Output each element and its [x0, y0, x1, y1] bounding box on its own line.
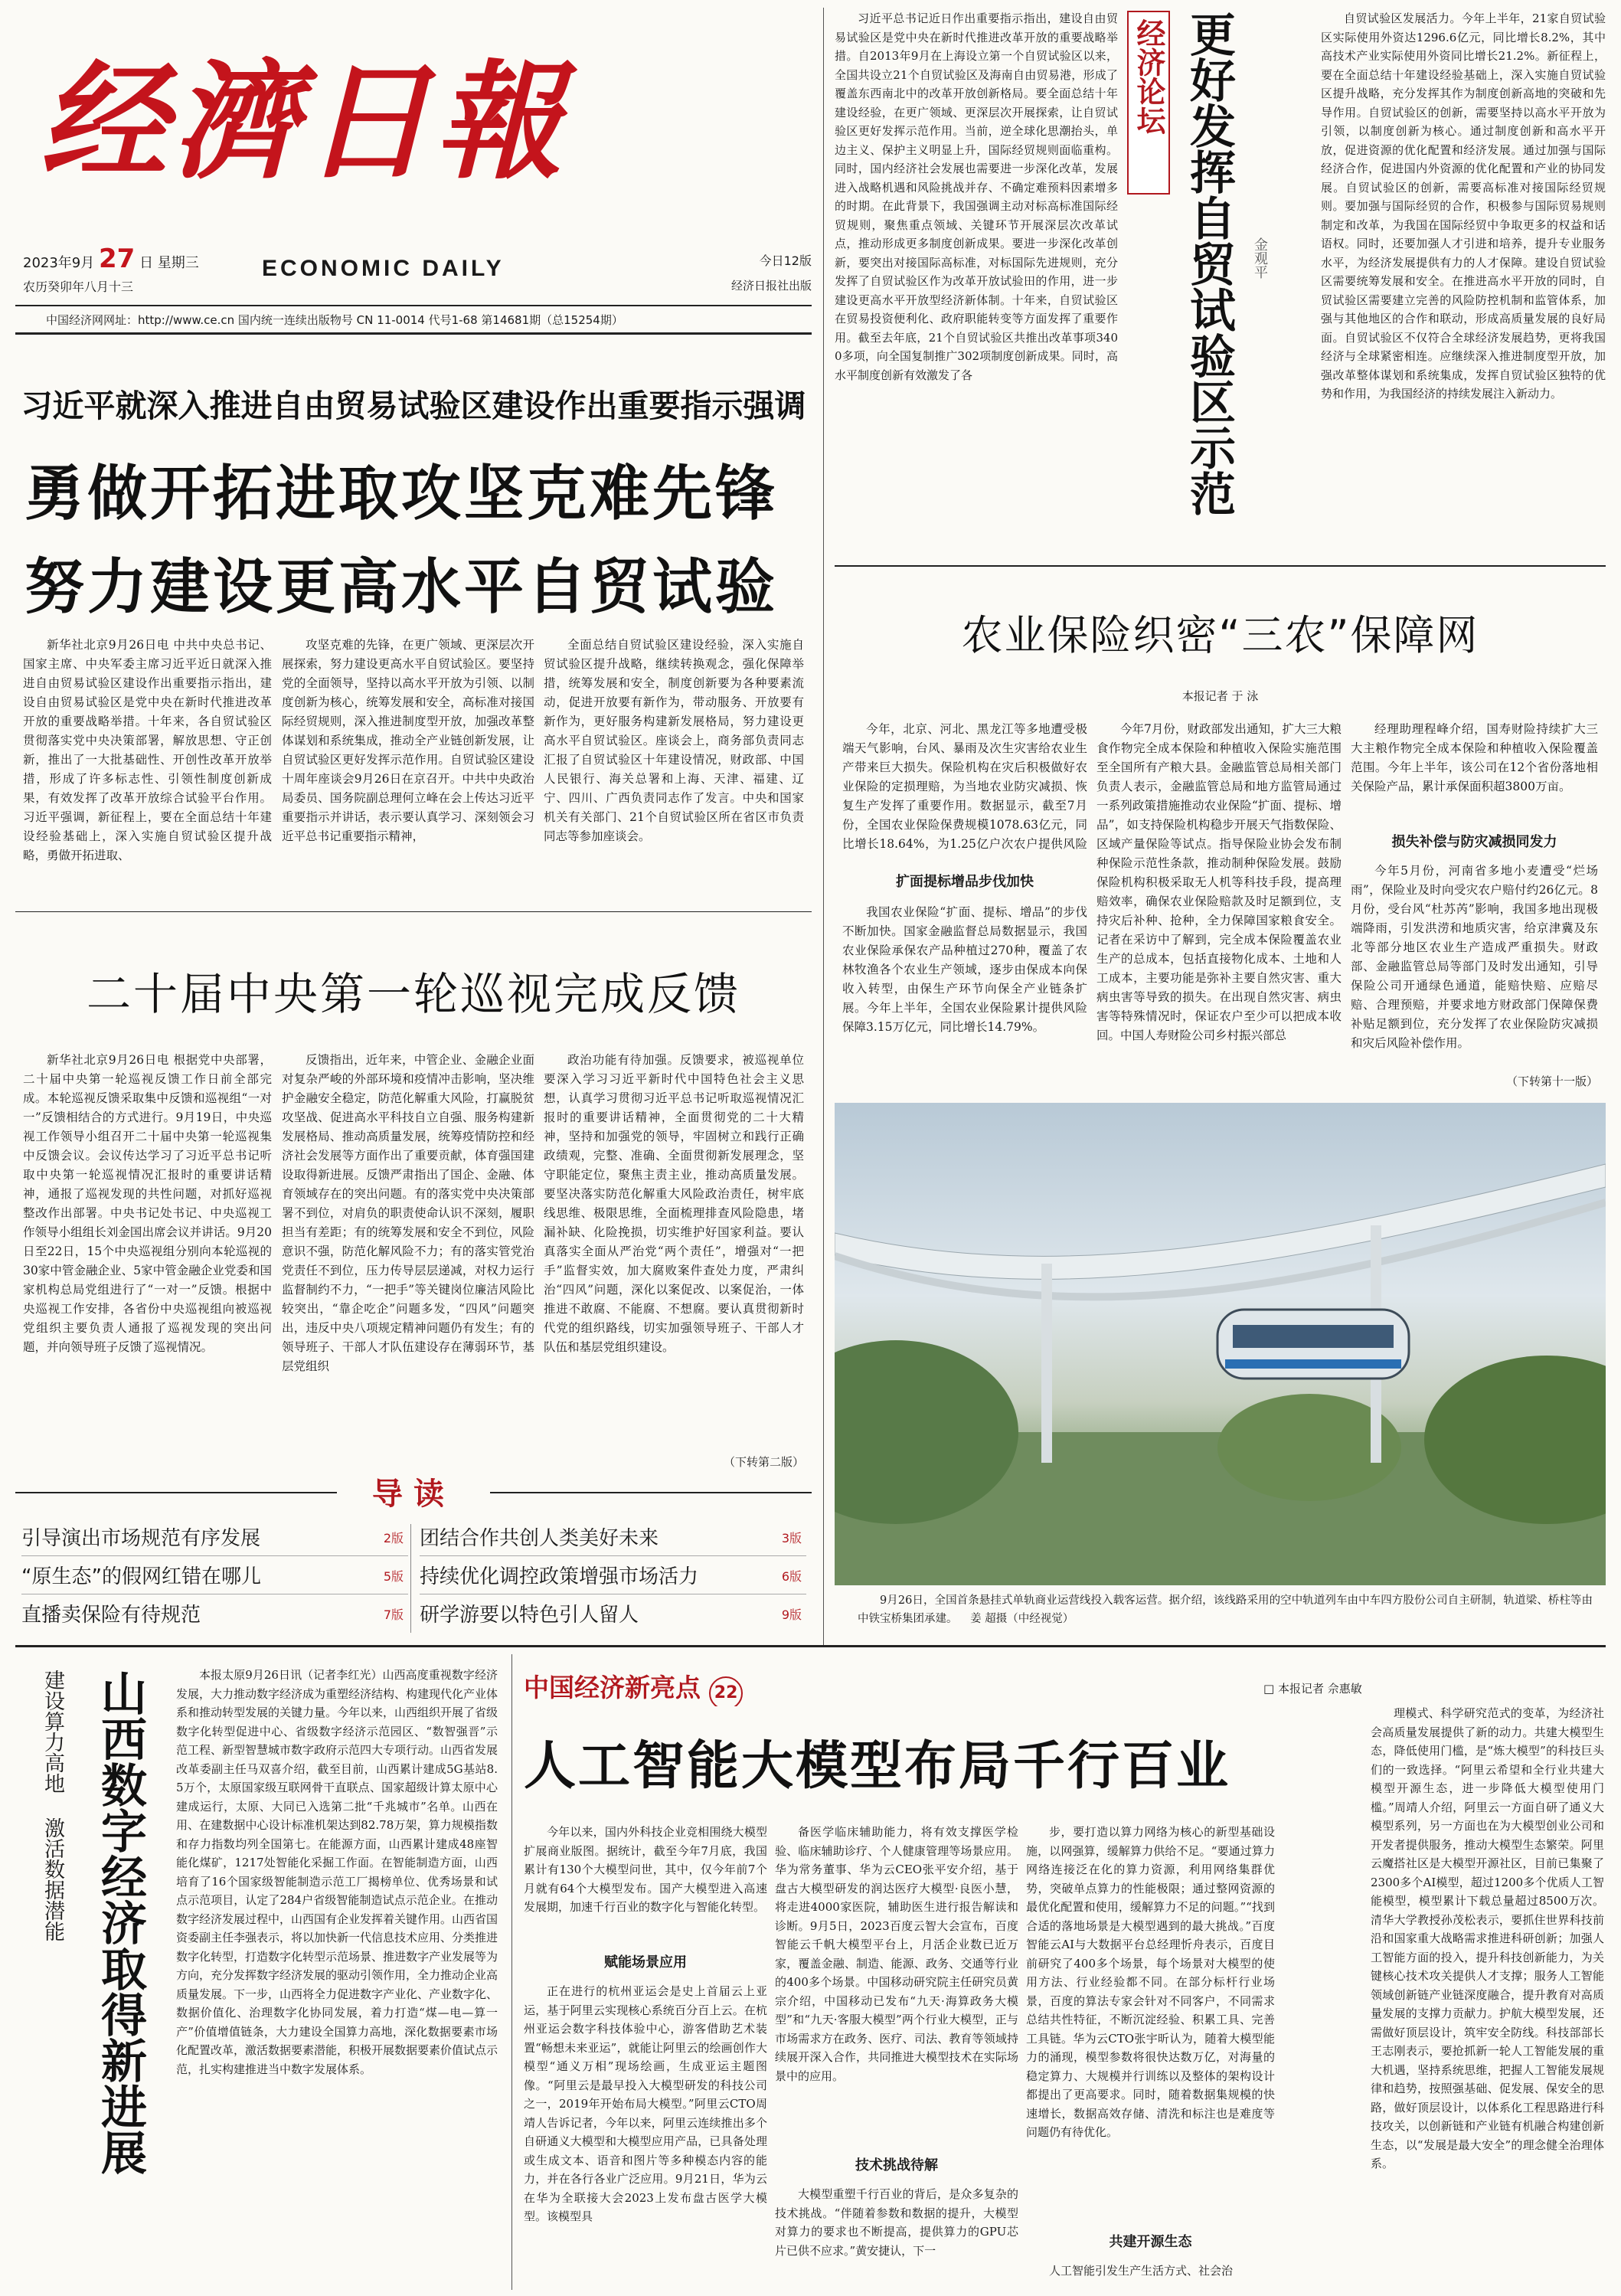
inspection-col-1: 新华社北京9月26日电 根据党中央部署，二十届中央第一轮巡视反馈工作日前全部完成。本轮巡视反馈采取集中反馈和巡视组“一对一”反馈相结合的方式进行。9月19日，中央巡视工作领导小组召开二十届中央第一轮巡视集中反馈会议。会议传达学习了习近平总书记听取中央第一轮巡视情况汇报时的重要讲话精神，通报了巡视发现的共性问题，对抓好巡视整改作出部署。中央书记处书记、中央巡视工作领导小组组长刘金国出席会议并讲话。9月20日至22日，15个中央巡视组分别向本轮巡视的30家中管金融企业、5家中管金融企业党委和国家机构总局党组进行了“一对一”反馈。根据中央巡视工作安排，各省份中央巡视组向被巡视党组织主要负责人通报了巡视发现的突出问题，并向领导班子反馈了巡视情况。 [23, 1053, 272, 1354]
lead-col-2: 攻坚克难的先锋，在更广领域、更深层次开展探索，努力建设更高水平自贸试验区。要坚持党的全面领导，坚持以高水平开放为引领、以制度创新为核心，统筹发展和安全，高标准对接国际经贸规则，深入推进制度型开放，加强改革整体谋划和系统集成，推动全产业链创新发展，让自贸试验区更好发挥示范作用。自贸试验区建设十周年座谈会9月26日在京召开。中共中央政治局委员、国务院副总理何立峰在会上传达习近平重要指示并讲话，表示要认真学习、深刻领会习近平总书记重要指示精神， [282, 638, 534, 843]
inspection-title: 二十届中央第一轮巡视完成反馈 [86, 968, 740, 1020]
shanxi-kicker: 建设算力高地 激活数据潜能 [41, 1670, 64, 1941]
insurance-subhead-2: 损失补偿与防灾减损同发力 [1391, 834, 1557, 850]
insurance-col-2: 今年7月份，财政部发出通知，扩大三大粮食作物完全成本保险和种植收入保险实施范围至全国所有产粮大县。金融监管总局相关部门负责人表示，金融监管总局和地方监管局通过一系列政策措施推动农业保险“扩面、提标、增品”，如支持保险机构稳步开展天气指数保险、区域产量保险等试点。指导保险业协会发布制种保险示范性条款，推动制种保险发展。鼓励保险机构积极采取无人机等科技手段，提高理赔效率，确保农业保险赔款及时足额到位，支持灾后补种、抢种，全力保障国家粮食安全。记者在采访中了解到，完全成本保险覆盖农业生产的总成本，包括直接物化成本、土地和人工成本，主要功能是弥补主要自然灾害、重大病虫害等导致的损失。在出现自然灾害、病虫害等特殊情况时，保证农户至少可以把成本收回。中国人寿财险公司乡村振兴部总 [1096, 722, 1342, 1042]
photo-caption: 9月26日，全国首条悬挂式单轨商业运营线投入载客运营。据介绍，该线路采用的空中轨道列车由中车四方股份公司自主研制，轨道梁、桥柱等由中铁宝桥集团承建。 姜 超摄（中经视觉） [858, 1594, 1593, 1625]
series-number-badge: 22 [709, 1676, 743, 1707]
insurance-byline: 本报记者 于 泳 [1181, 689, 1259, 703]
shanxi-body: 本报太原9月26日讯（记者李红光）山西高度重视数字经济发展，大力推动数字经济成为重塑经济结构、构建现代化产业体系和推动转型发展的关键力量。今年以来，山西组织开展了省级数字化转型促进中心、省级数字经济示范园区、“数智强晋”示范工程、新型智慧城市数字政府示范四大专项行动。山西省发展改革委副主任马双喜介绍，截至目前，山西累计建成5G基站8.5万个，太原国家级互联网骨干直联点、国家超级计算太原中心建成运行，太原、大同已入选第二批“千兆城市”名单。山西在用、在建数据中心设计标准机架达到82.78万架，算力规模指数和存力指数均列全国第七。在能源方面，山西累计建成48座智能化煤矿，1217处智能化采掘工作面。在智能制造方面，山西培育了16个国家级智能制造示范工厂揭榜单位、优秀场景和试点示范项目，认定了284户省级智能制造试点示范企业。在推动数字经济发展过程中，山西国有企业发挥着关键作用。山西省国资委副主任李强表示，将以加快新一代信息技术应用、分类推进数字化转型，打造数字化转型示范场景、推进数字产业发展等为方向，充分发挥数字经济发展的驱动引领作用，全力推动企业高质量发展。下一步，山西将全力促进数字产业化、产业数字化、数据价值化、治理数字化协同发展，着力打造“煤—电—算一产”价值增值链条，大力建设全国算力高地，深化数据要素市场化配置改革，激活数据要素潜能，积极开展数据要素价值试点示范，扎实构建推进当中数字发展体系。 [176, 1668, 498, 2076]
guide-item[interactable]: “原生态”的假网红错在哪儿 5版 [21, 1559, 408, 1594]
insurance-continued: （下转第十一版） [1505, 1074, 1598, 1088]
lead-title-line1: 勇做开拓进取攻坚克难先锋 [25, 460, 779, 528]
issue-date: 2023年9月 27 日 星期三 [23, 244, 199, 274]
track-beam [835, 1164, 1606, 1279]
guide-page: 6版 [781, 1569, 802, 1584]
column-col-2: 自贸试验区发展活力。今年上半年，21家自贸试验区实际使用外资达1296.6亿元，同比增长8.2%，其中高技术产业实际使用外资同比增长21.2%。新征程上，要在全面总结十年建设经验基础上，深入实施自贸试验区提升战略，充分发挥其作为制度创新高地的突破和先导作用。自贸试验区的创新，需要坚持以高水平开放为引领，以制度创新为核心。通过制度创新和高水平开放，促进资源的优化配置和经济发展。通过加强与国际经济合作，促进国内外资源的优化配置和产业的协同发展。自贸试验区的创新，需要高标准对接国际经贸规则。要加强与国际经贸的合作，积极参与国际贸易规则制定和改革，为我国在国际经贸中争取更多的权益和话语权。同时，还要加强人才引进和培养，提升专业服务水平，为经济发展提供有力的人才保障。建设自贸试验区需要统筹发展和安全。在推进高水平开放的同时，自贸试验区需要建立完善的风险防控机制和监管体系，加强与其他地区的合作和联动，形成高质量发展的良好局面。自贸试验区不仅符合全球经济发展趋势，更将我国经济与全球紧密相连。应继续深入推进制度型开放，加强改革整体谋划和系统集成，发挥自贸试验区独特的优势和作用，为我国经济的持续发展注入新动力。 [1321, 11, 1606, 401]
page-count: 今日12版 [759, 253, 812, 268]
newspaper-logo: 经濟日報 [40, 47, 567, 197]
column-bottom-rule [835, 565, 1606, 567]
ai-byline: □ 本报记者 佘惠敏 [1263, 1682, 1362, 1696]
guide-grid [15, 1521, 812, 1636]
inspection-col-3: 政治功能有待加强。反馈要求，被巡视单位要深入学习习近平新时代中国特色社会主义思想，认真学习贯彻习近平总书记听取巡视情况汇报时的重要讲话精神，全面贯彻党的二十大精神，坚持和加强党的领导，牢固树立和践行正确政绩观，完整、准确、全面贯彻新发展理念，坚守职能定位，聚焦主责主业，推动高质量发展。要坚决落实防范化解重大风险政治责任，树牢底线思维、极限思维，全面梳理排查风险隐患，堵漏补缺、化险挽损，切实维护好国家利益。要认真落实全面从严治党“两个责任”，增强对“一把手”监督实效，加大腐败案件查处力度，严肃纠治“四风”问题，深化以案促改、以案促治，一体推进不敢腐、不能腐、不想腐。要认真贯彻新时代党的组织路线，切实加强领导班子、干部人才队伍和基层党组织建设。 [544, 1053, 804, 1354]
insurance-title: 农业保险织密“三农”保障网 [961, 611, 1479, 659]
guide-top-rule-left [15, 1492, 337, 1493]
lead-title-line2: 努力建设更高水平自贸试验 [25, 553, 779, 622]
photo-credit: 姜 超摄（中经视觉） [970, 1613, 1074, 1625]
lunar-date: 农历癸卯年八月十三 [23, 280, 134, 294]
pillar [1041, 1264, 1052, 1463]
info-rule [15, 332, 812, 335]
inspection-continued: （下转第二版） [723, 1455, 804, 1469]
masthead [0, 0, 819, 314]
guide-page: 9版 [781, 1608, 802, 1622]
ai-col-2: 备医学临床辅助能力，将有效支撑医学检验、临床辅助诊疗、个人健康管理等场景应用。华为常务董事、华为云CEO张平安介绍，基于盘古大模型研发的润达医疗大模型·良医小慧，将走进4000家医院，辅助医生进行报告解读和诊断。9月5日，2023百度云智大会宣布，百度智能云千帆大模型平台上，月活企业数已近万家，覆盖金融、制造、能源、政务、交通等行业的400多个场景。中国移动研究院主任研究员黄宗介绍，中国移动已发布“九天·海算政务大模型”和“九天·客服大模型”两个行业大模型，正与市场需求方在政务、医疗、司法、教育等领域持续展开深入合作，共同推进大模型技术在实际场景中的应用。 技术挑战待解 大模型重塑千行百业的背后，是众多复杂的技术挑战。“伴随着参数和数据的提升，大模型对算力的要求也不断提高，提供算力的GPU芯片已供不应求。”黄安捷认，下一 [775, 1825, 1018, 2258]
lead-kicker: 习近平就深入推进自由贸易试验区建设作出重要指示强调 [21, 388, 806, 424]
guide-item[interactable]: 直播卖保险有待规范 7版 [21, 1598, 408, 1633]
ai-subhead-2: 技术挑战待解 [855, 2157, 938, 2173]
ai-col-3: 步，要打造以算力网络为核心的新型基础设施，以网强算，缓解算力供给不足。“要通过算力网络连接泛在化的算力资源，利用网络集群优势，突破单点算力的性能极限；通过整网资源的最优化配置和使用，缓解算力不足的问题。”“找到合适的落地场景是大模型遇到的最大挑战。”百度智能云AI与大数据平台总经理忻舟表示，百度目前研究了400多个场景，每个场景对大模型的使用方法、行业经验都不同。在部分标杆行业场景，百度的算法专家会针对不同客户，不同需求总结共性特征，不断沉淀经验、积累工具、完善工具链。华为云CTO张宇昕认为，随着大模型能力的涌现，模型参数将很快达数万亿，对海量的稳定算力、大规模并行训练以及整体的架构设计都提出了更高要求。同时，随着数据集规模的快速增长，数据高效存储、清洗和标注也是难度等问题仍有待优化。 共建开源生态 人工智能引发生产生活方式、社会治 [1026, 1825, 1275, 2278]
ai-col-1: 今年以来，国内外科技企业竞相围绕大模型扩展商业版图。据统计，截至今年7月底，我国累计有130个大模型问世，其中，仅今年前7个月就有64个大模型发布。国产大模型进入高速发展期，加速千行百业的数字化与智能化转型。 赋能场景应用 正在进行的杭州亚运会是史上首届云上亚运，基于阿里云实现核心系统百分百上云。在杭州亚运会数字科技体验中心，游客借助艺术装置“畅想未来亚运”，就能让阿里云的绘画创作大模型“通义万相”现场绘画，生成亚运主题图像。“阿里云是最早投入大模型研发的科技公司之一，2019年开始布局大模型。”阿里云CTO周靖人告诉记者，今年以来，阿里云连续推出多个自研通义大模型和大模型应用产品，已具备处理或生成文本、语音和图片等多种模态内容的能力，并在各行各业广泛应用。9月21日，华为云在华为全联接大会2023上发布盘古医学大模型。该模型具 [524, 1825, 767, 2223]
insurance-col-1: 今年，北京、河北、黑龙江等多地遭受极端天气影响，台风、暴雨及次生灾害给农业生产带来巨大损失。保险机构在灾后积极做好农业保险的定损理赔，为当地农业防灾减损、恢复生产发挥了重要作用。数据显示，截至7月份，全国农业保险保费规模1078.63亿元，同比增长18.64%，为1.25亿户次农户提供风险 扩面提标增品步伐加快 我国农业保险“扩面、提标、增品”的步伐不断加快。国家金融监督总局数据显示，我国农业保险承保农产品种植过270种，覆盖了农林牧渔各个农业生产领域，逐步由保成本向保收入转型，由保生产环节向保全产业链条扩展。今年上半年，全国农业保险累计提供风险保障3.15万亿元，同比增长14.79%。 [842, 722, 1087, 1034]
ai-subhead-3: 共建开源生态 [1109, 2234, 1192, 2250]
lead-bottom-rule [15, 911, 812, 912]
ai-title: 人工智能大模型布局千行百业 [524, 1736, 1231, 1797]
guide-item[interactable]: 持续优化调控政策增强市场活力 6版 [420, 1559, 806, 1594]
masthead-rule [15, 305, 812, 306]
lead-col-3: 全面总结自贸试验区建设经验，深入实施自贸试验区提升战略，继续转换观念，强化保障举措，统筹发展和安全，制度创新要为各种要素流动，促进开放要有新作为，带动服务、开放要有新作为，更好服务构建新发展格局，努力建设更高水平自贸试验区。座谈会上，商务部负责同志汇报了自贸试验区十年建设情况，财政部、中国人民银行、海关总署和上海、天津、福建、辽宁、四川、广西负责同志作了发言。中央和国家机关有关部门、21个自贸试验区所在省区市负责同志等参加座谈会。 [544, 638, 804, 843]
guide-page: 7版 [383, 1608, 404, 1622]
english-name: ECONOMIC DAILY [262, 256, 505, 281]
column-author: 金观平 [1252, 237, 1268, 279]
guide-page: 5版 [383, 1569, 404, 1584]
issue-day: 27 [99, 244, 136, 274]
train-stripe [1225, 1359, 1401, 1369]
bottom-divider [511, 1654, 512, 2290]
guide-page: 2版 [383, 1531, 404, 1545]
monorail-illustration [835, 1103, 1606, 1585]
insurance-subhead-1: 扩面提标增品步伐加快 [896, 874, 1034, 890]
shanxi-title: 山西数字经济取得新进展 [93, 1670, 147, 2175]
ai-subhead-1: 赋能场景应用 [604, 1954, 687, 1971]
monorail-photo [835, 1103, 1606, 1585]
column-badge: 经济论坛 [1127, 11, 1170, 195]
ai-series-badge: 中国经济新亮点 22 [524, 1670, 845, 1706]
column-col-1: 习近平总书记近日作出重要指示指出，建设自由贸易试验区是党中央在新时代推进改革开放的重要战略举措。自2013年9月在上海设立第一个自贸试验区以来，全国共设立21个自贸试验区及海南自由贸易港，形成了覆盖东西南北中的改革开放创新格局。要全面总结十年建设经验，在更广领域、更深层次开展探索，让自贸试验区更好发挥示范作用。当前，逆全球化思潮抬头，单边主义、保护主义明显上升，国际经贸规则面临重构。同时，国内经济社会发展也需要进一步深化改革，发展进入战略机遇和风险挑战并存、不确定难预料因素增多的时期。在此背景下，我国强调主动对标高标准国际经贸规则，聚焦重点领域、关键环节开展深层次改革试点，推动形成更多制度创新成果。要进一步深化改革创新，要突出对接国际高标准，对标国际先进规则，充分发挥了自贸试验区作为改革开放试验田的作用，进一步建设更高水平开放型经济新体制。十年来，自贸试验区在贸易投资便利化、政府职能转变等方面发挥了重要作用。截至去年底，21个自贸试验区共推出改革事项3400多项，向全国复制推广302项制度创新成果。同时，高水平制度创新有效激发了各 [835, 11, 1118, 382]
ai-col-4: 理模式、科学研究范式的变革，为经济社会高质量发展提供了新的动力。共建大模型生态，降低使用门槛，是“炼大模型”的科技巨头们的一致选择。“阿里云希望和全行业共建大模型开源生态，进一步降低大模型使用门槛。”周靖人介绍，阿里云一方面自研了通义大模型系列，另一方面也在为大模型创业公司和开发者提供服务，推动大模型生态繁荣。阿里云魔搭社区是大模型开源社区，目前已集聚了2300多个AI模型，超过1200多个优质人工智能模型，模型累计下载总量超过8500万次。清华大学教授孙茂松表示，要抓住世界科技前沿和国家重大战略需求推进科研创新；加强人工智能方面的投入，提升科技创新能力，为关键核心技术攻关提供人才支撑；服务人工智能领域创新链产业链深度融合，提升教育对高质量发展的支撑力贡献力。护航大模型发展，还需做好顶层设计，筑牢安全防线。科技部部长王志刚表示，要抢抓新一轮人工智能发展的重大机遇，坚持系统思维，把握人工智能发展规律和趋势，按照强基础、促发展、保安全的思路，做好顶层设计，以体系化工程思路进行科技攻关，以创新链和产业链有机融合构建创新生态，以“发展是最大安全”的理念健全治理体系。 [1371, 1706, 1604, 2170]
lead-col-1: 新华社北京9月26日电 中共中央总书记、国家主席、中央军委主席习近平近日就深入推进自由贸易试验区建设作出重要指示指出，建设自由贸易试验区是党中央在新时代推进改革开放的重要战略举措。十年来，各自贸试验区贯彻落实党中央决策部署，解放思想、守正创新，推出了一大批基础性、开创性改革开放举措，形成了许多标志性、引领性制度创新成果，有效发挥了改革开放综合试验平台作用。习近平强调，新征程上，要在全面总结十年建设经验基础上，深入实施自贸试验区提升战略，勇做开拓进取、 [23, 638, 272, 862]
inspection-col-2: 反馈指出，近年来，中管企业、金融企业面对复杂严峻的外部环境和疫情冲击影响，坚决维护金融安全稳定，防范化解重大风险，打赢脱贫攻坚战、促进高水平科技自立自强、服务构建新发展格局、推动高质量发展，统筹疫情防控和经济社会发展等方面作出了重要贡献，体育强国建设取得新进展。反馈严肃指出了国企、金融、体育领域存在的突出问题。有的落实党中央决策部署不到位，对肩负的职责使命认识不深刻，履职担当有差距；有的统筹发展和安全不到位，风险意识不强，防范化解风险不力；有的落实管党治党责任不到位，压力传导层层递减，对权力运行监督制约不力，“一把手”等关键岗位廉洁风险比较突出，“靠企吃企”问题多发，“四风”问题突出，违反中央八项规定精神问题仍有发生；有的领导班子、干部人才队伍建设存在薄弱环节，基层党组织 [282, 1053, 534, 1373]
guide-item[interactable]: 引导演出市场规范有序发展 2版 [21, 1521, 408, 1556]
page-divider-top [823, 8, 824, 1647]
guide-page: 3版 [781, 1531, 802, 1545]
guide-item[interactable]: 团结合作共创人类美好未来 3版 [420, 1521, 806, 1556]
publisher: 经济日报社出版 [730, 279, 812, 293]
insurance-col-3: 经理助理程峰介绍，国寿财险持续扩大三大主粮作物完全成本保险和种植收入保险覆盖范围。今年上半年，该公司在12个省份落地相关保险产品，累计承保面积超3800万亩。 损失补偿与防灾减损同发力 今年5月份，河南省多地小麦遭受“烂场雨”，保险业及时向受灾农户赔付约26亿元。8月份，受台风“杜苏芮”影响，我国多地出现极端降雨，引发洪涝和地质灾害，给京津冀及东北等部分地区农业生产造成严重损失。财政部、金融监管总局等部门及时发出通知，引导保险公司开通绿色通道，能赔快赔、应赔尽赔、合理预赔，并要求地方财政部门保障保费补贴足额到位，充分发挥了农业保险防灾减损和灾后风险补偿作用。 （下转第十一版） [1351, 720, 1598, 1092]
guide-divider [410, 1524, 411, 1633]
bottom-section-rule [15, 1645, 1606, 1647]
guide-title: 导读 [372, 1477, 455, 1512]
guide-item[interactable]: 研学游要以特色引人留人 9版 [420, 1598, 806, 1633]
info-line: 中国经济网网址：http://www.ce.cn 国内统一连续出版物号 CN 11-0014 代号1-68 第14681期（总15254期） [46, 313, 623, 327]
guide-top-rule-right [490, 1492, 812, 1493]
column-title: 更好发挥自贸试验区示范 [1182, 11, 1236, 516]
train-windows [1233, 1325, 1394, 1348]
